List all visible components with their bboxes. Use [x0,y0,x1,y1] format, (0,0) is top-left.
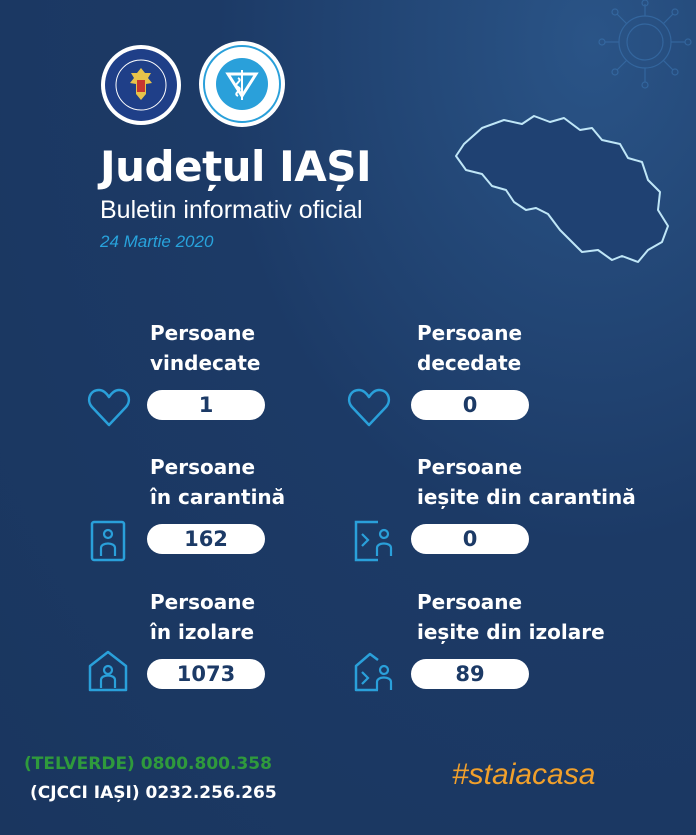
house-person-icon [86,648,132,694]
heart-icon [86,385,132,431]
government-logo [100,44,182,126]
phone-telverde: (TELVERDE) 0800.800.358 [24,754,272,774]
stat-isolation-out-line2: ieșite din izolare [417,620,605,644]
stat-quarantine-value: 162 [147,524,265,554]
stat-quarantine-line1: Persoane [150,455,256,479]
page-title: Județul IAȘI [100,142,372,191]
heart-icon [346,385,392,431]
stat-isolation-line2: în izolare [150,620,255,644]
stat-deceased-label [417,318,522,378]
stat-deceased-value: 0 [411,390,529,420]
report-date: 24 Martie 2020 [100,232,214,251]
stat-deceased-line1: Persoane [417,321,523,345]
stat-quarantine-out-line2: ieșite din carantină [417,485,636,509]
stat-quarantine-out-label [417,452,636,512]
stat-isolation-value: 1073 [147,659,265,689]
stat-quarantine-out-line1: Persoane [417,455,523,479]
stat-isolation-out-line1: Persoane [417,590,523,614]
stat-quarantine-line2: în carantină [150,485,286,509]
county-map [452,110,674,270]
dsp-logo [198,40,286,128]
stat-quarantine-out-value: 0 [411,524,529,554]
stat-recovered-label [150,318,261,378]
page-subtitle: Buletin informativ oficial [100,196,363,224]
stat-deceased-line2: decedate [417,351,522,375]
house-exit-person-icon [352,648,398,694]
exit-person-icon [352,518,398,564]
phone-cjcci: (CJCCI IAȘI) 0232.256.265 [30,783,277,803]
stat-isolation-out-label [417,587,605,647]
hashtag: #staiacasa [452,758,596,791]
stat-recovered-line2: vindecate [150,351,261,375]
stat-isolation-line1: Persoane [150,590,256,614]
person-frame-icon [86,518,132,564]
stat-isolation-label [150,587,255,647]
stat-recovered-line1: Persoane [150,321,256,345]
stat-isolation-out-value: 89 [411,659,529,689]
virus-icon [575,0,696,105]
stat-quarantine-label [150,452,285,512]
stat-recovered-value: 1 [147,390,265,420]
